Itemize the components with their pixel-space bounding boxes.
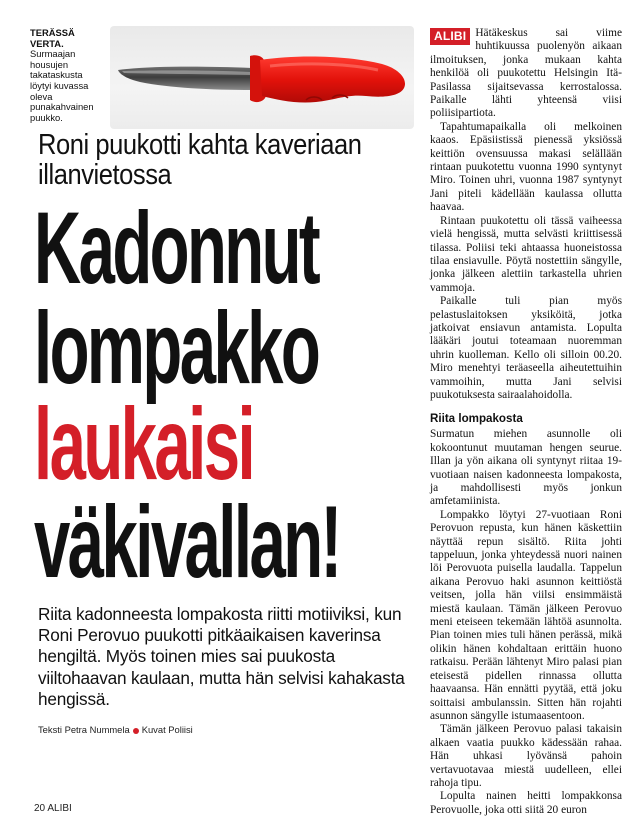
bullet-dot-icon	[133, 728, 139, 734]
byline-photos: Kuvat Poliisi	[141, 724, 193, 735]
section-heading: Riita lompakosta	[430, 412, 523, 426]
article-paragraph-6: Lompakko löytyi 27-vuotiaan Roni Perovuon repusta, kun hänen käskettiin näyttää repun sisältö. Riita johti tappeluun, jonka yhteydessä nuori nainen löi Perovuota puisella laudalla. Tappelun aikana Perovuo haki asunnon keittiöstä veitsen, jolla hän viilsi ensimmäistä miestä kaulaan. Tämän jälkeen Perovuo meni eteiseen tekemään lähtöä asunnolta. Pian toinen mies tuli hänen perässä, mikä olikin hänen kohdaltaan erittäin huono ratkaisu. Perään lähtenyt Miro palasi pian eteisestä pidellen rinnassa ollutta haavaansa. Hän ennätti pyytää, että joku soittaisi ambulanssin. Sitten hän rojahti asunnon sängylle istumaasentoon.	[430, 508, 622, 722]
headline-line-1: Kadonnut	[34, 191, 319, 305]
subheadline: Roni puukotti kahta kaveriaan illanvietossa	[38, 129, 362, 191]
article-paragraph-2: Tapahtumapaikalla oli melkoinen kaaos. Epäsiistissä pienessä yksiössä keittiön ovensuussa makasi selällään rintaan puukotettu vuonna 1990 syntynyt Miro. Toinen uhri, vuonna 1987 syntynyt Jani piteli kädellään kaulassa ollutta haavaa.	[430, 120, 622, 214]
lead-paragraph: Riita kadonneesta lompakosta riitti motiiviksi, kun Roni Perovuo puukotti pitkäaikaisen kaverinsa hengiltä. Myös toinen mies sai puukosta viiltohaavan kaulaan, mutta hän selvisi kahakasta hengissä.	[38, 604, 405, 709]
article-paragraph-7: Tämän jälkeen Perovuo palasi takaisin alkaen vaatia puukko kädessään rahaa. Hän uhkasi lyövänsä pahoin vertavuotavaa miestä uudelleen, ellei rahoja tipu.	[430, 723, 622, 789]
knife-photo	[110, 26, 414, 129]
article-paragraph-5: Surmatun miehen asunnolle oli kokoontunut muutaman hengen seurue. Illan ja yön aikana oli syntynyt riitaa 19-vuotiaan naisen kadonneesta lompakosta, ja mahdollisesti myös jonkun amfetamiinista.	[430, 428, 622, 508]
article-body	[430, 27, 622, 817]
article-paragraph-1	[430, 27, 622, 121]
byline	[38, 724, 193, 735]
page-number: 20 ALIBI	[34, 803, 72, 814]
headline-line-4: väkivallan!	[34, 485, 340, 599]
caption-text: Surmaajan housujen takataskusta löytyi kuvassa oleva punakahvainen puukko.	[30, 48, 94, 123]
byline-author: Teksti Petra Nummela	[38, 724, 130, 735]
paragraph-1-text: Hätäkeskus sai viime huhtikuussa puolenyön aikaan ilmoituksen, jonka mukaan kahta henkilöä oli puukotettu Helsingin Itä-Pasilassa sijaitsevassa kerrostalossa. Paikalle lähti yhteensä viisi poliisipartiota.	[430, 27, 622, 120]
caption-heading: TERÄSSÄ VERTA.	[30, 27, 75, 49]
alibi-badge: ALIBI	[430, 28, 470, 45]
article-paragraph-3: Rintaan puukotettu oli tässä vaiheessa vielä hengissä, mutta selvästi kriittisessä tilassa. Poliisi teki ahtaassa huoneistossa tilaa ensiavulle. Pöytä nostettiin sängylle, jonka jälkeen alettiin tarkastella uhrien vammoja.	[430, 214, 622, 294]
article-paragraph-8: Lopulta nainen heitti lompakkonsa Perovuolle, joka otti siitä 20 euron	[430, 790, 622, 816]
headline-line-3: laukaisi	[34, 387, 254, 501]
headline-line-2: lompakko	[34, 291, 319, 405]
knife-illustration	[110, 26, 414, 129]
article-paragraph-4: Paikalle tuli pian myös pelastuslaitoksen yksiköitä, jotka jatkoivat ensiavun antamista. Lopulta lääkäri joutui toteamaan nuoremman uhrin kuolleman. Kello oli silloin 00.20. Miro menehtyi teräaseella aiheutettuihin vammoihin, mutta Jani selvisi puukotuksesta sairaalahoidolla.	[430, 295, 622, 401]
photo-caption	[30, 28, 104, 123]
